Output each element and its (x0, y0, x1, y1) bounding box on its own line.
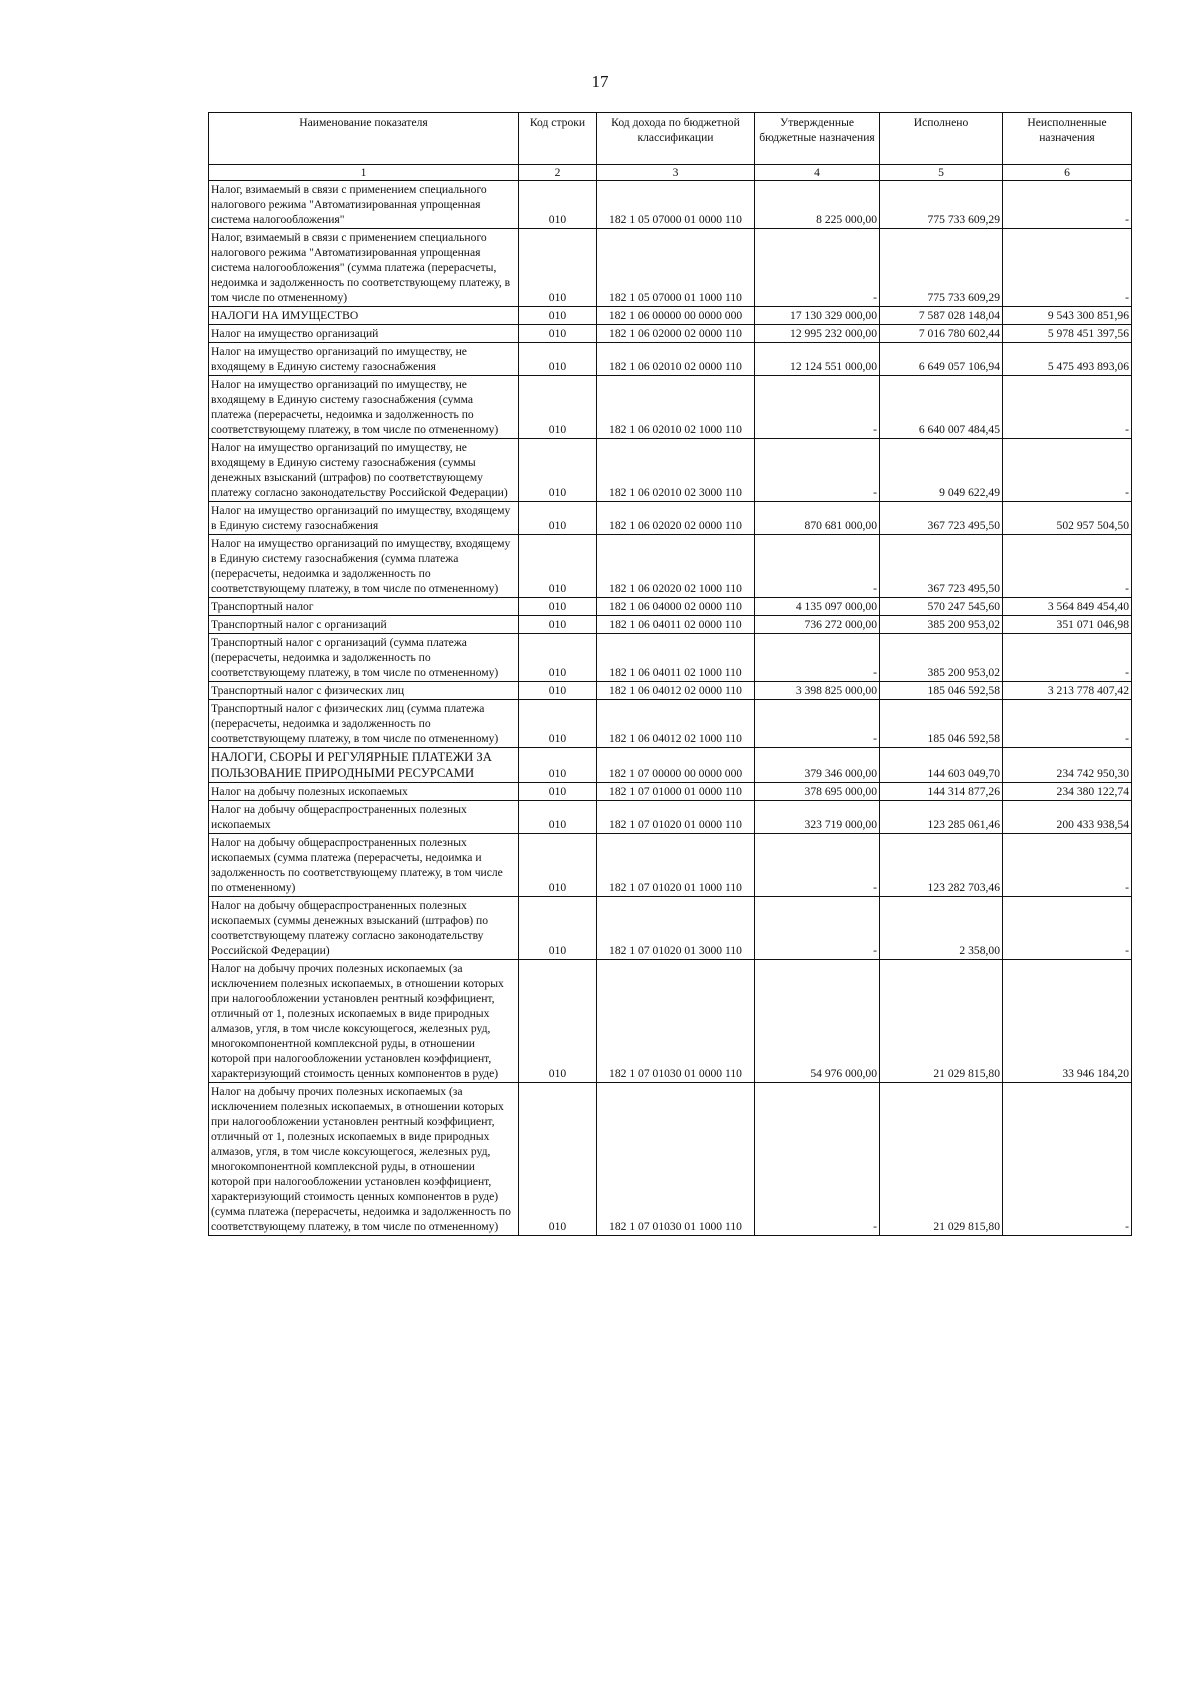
row-line-code: 010 (519, 801, 597, 834)
row-approved: - (755, 634, 880, 682)
table-row (209, 960, 1132, 1083)
row-approved: - (755, 700, 880, 748)
table-row (209, 834, 1132, 897)
row-line-code: 010 (519, 376, 597, 439)
column-number: 5 (880, 165, 1003, 181)
row-unexecuted: 3 213 778 407,42 (1003, 682, 1132, 700)
row-executed: 7 587 028 148,04 (880, 307, 1003, 325)
row-name: Налог, взимаемый в связи с применением специального налогового режима "Автоматизированная упрощенная система налогообложения" (сумма платежа (перерасчеты, недоимка и задолженность по соответствующему платежу, в том числе по отмененному) (209, 229, 519, 307)
row-unexecuted: - (1003, 535, 1132, 598)
row-executed: 2 358,00 (880, 897, 1003, 960)
row-approved: - (755, 376, 880, 439)
row-executed: 21 029 815,80 (880, 1083, 1003, 1236)
table-row (209, 307, 1132, 325)
row-unexecuted: 5 978 451 397,56 (1003, 325, 1132, 343)
row-executed: 6 649 057 106,94 (880, 343, 1003, 376)
row-budget-code: 182 1 07 01020 01 3000 110 (597, 897, 755, 960)
row-unexecuted: - (1003, 834, 1132, 897)
row-unexecuted: 5 475 493 893,06 (1003, 343, 1132, 376)
row-line-code: 010 (519, 700, 597, 748)
row-approved: 3 398 825 000,00 (755, 682, 880, 700)
column-number-row (209, 165, 1132, 181)
header-line-code: Код строки (519, 113, 597, 165)
row-budget-code: 182 1 06 02010 02 0000 110 (597, 343, 755, 376)
column-number: 3 (597, 165, 755, 181)
table-row (209, 748, 1132, 783)
row-name: Налог на добычу общераспространенных полезных ископаемых (суммы денежных взысканий (штрафов) по соответствующему платежу согласно законодательству Российской Федерации) (209, 897, 519, 960)
table-row (209, 598, 1132, 616)
row-approved: 8 225 000,00 (755, 181, 880, 229)
row-budget-code: 182 1 06 02000 02 0000 110 (597, 325, 755, 343)
row-budget-code: 182 1 07 01020 01 1000 110 (597, 834, 755, 897)
row-unexecuted: 234 380 122,74 (1003, 783, 1132, 801)
table-row (209, 783, 1132, 801)
table-row (209, 181, 1132, 229)
row-line-code: 010 (519, 307, 597, 325)
row-line-code: 010 (519, 325, 597, 343)
row-unexecuted: - (1003, 897, 1132, 960)
table-row (209, 801, 1132, 834)
row-approved: - (755, 439, 880, 502)
row-line-code: 010 (519, 748, 597, 783)
row-name: Налог на имущество организаций по имуществу, не входящему в Единую систему газоснабжения (сумма платежа (перерасчеты, недоимка и задолженность по соответствующему платежу, в том числе по отмененному) (209, 376, 519, 439)
row-line-code: 010 (519, 682, 597, 700)
header-approved: Утвержденные бюджетные назначения (755, 113, 880, 165)
row-name: Транспортный налог с физических лиц (сумма платежа (перерасчеты, недоимка и задолженность по соответствующему платежу, в том числе по отмененному) (209, 700, 519, 748)
row-budget-code: 182 1 06 04012 02 1000 110 (597, 700, 755, 748)
row-name: Налог на добычу общераспространенных полезных ископаемых (сумма платежа (перерасчеты, недоимка и задолженность по соответствующему платежу, в том числе по отмененному) (209, 834, 519, 897)
row-approved: - (755, 897, 880, 960)
row-line-code: 010 (519, 181, 597, 229)
row-unexecuted: 200 433 938,54 (1003, 801, 1132, 834)
row-executed: 144 314 877,26 (880, 783, 1003, 801)
row-name: Налог, взимаемый в связи с применением специального налогового режима "Автоматизированная упрощенная система налогообложения" (209, 181, 519, 229)
row-name: Транспортный налог с организаций (209, 616, 519, 634)
column-number: 1 (209, 165, 519, 181)
header-name: Наименование показателя (209, 113, 519, 165)
row-unexecuted: - (1003, 229, 1132, 307)
table-row (209, 325, 1132, 343)
row-name: Налог на добычу общераспространенных полезных ископаемых (209, 801, 519, 834)
row-approved: 736 272 000,00 (755, 616, 880, 634)
row-name: Налог на добычу прочих полезных ископаемых (за исключением полезных ископаемых, в отношении которых при налогообложении установлен рентный коэффициент, отличный от 1, полезных ископаемых в виде природных алмазов, угля, в том числе коксующегося, железных руд, многокомпонентной комплексной руды, в отношении которой при налогообложении установлен коэффициент, характеризующий стоимость ценных компонентов в руде) (209, 960, 519, 1083)
row-executed: 185 046 592,58 (880, 682, 1003, 700)
row-executed: 385 200 953,02 (880, 634, 1003, 682)
table-row (209, 439, 1132, 502)
row-line-code: 010 (519, 634, 597, 682)
row-unexecuted: - (1003, 634, 1132, 682)
row-executed: 21 029 815,80 (880, 960, 1003, 1083)
row-unexecuted: - (1003, 700, 1132, 748)
row-line-code: 010 (519, 783, 597, 801)
row-unexecuted: 3 564 849 454,40 (1003, 598, 1132, 616)
row-budget-code: 182 1 06 04012 02 0000 110 (597, 682, 755, 700)
row-name: Налог на имущество организаций по имуществу, не входящему в Единую систему газоснабжения (суммы денежных взысканий (штрафов) по соответствующему платежу согласно законодательству Российской Федерации) (209, 439, 519, 502)
table-row (209, 229, 1132, 307)
row-line-code: 010 (519, 439, 597, 502)
row-name: Налог на имущество организаций по имуществу, входящему в Единую систему газоснабжения (209, 502, 519, 535)
row-approved: - (755, 1083, 880, 1236)
row-approved: 17 130 329 000,00 (755, 307, 880, 325)
row-approved: 4 135 097 000,00 (755, 598, 880, 616)
row-budget-code: 182 1 06 02020 02 0000 110 (597, 502, 755, 535)
row-line-code: 010 (519, 343, 597, 376)
row-line-code: 010 (519, 616, 597, 634)
row-executed: 6 640 007 484,45 (880, 376, 1003, 439)
row-executed: 367 723 495,50 (880, 502, 1003, 535)
row-approved: - (755, 535, 880, 598)
row-executed: 385 200 953,02 (880, 616, 1003, 634)
table-row (209, 376, 1132, 439)
row-budget-code: 182 1 06 04011 02 1000 110 (597, 634, 755, 682)
row-name: Транспортный налог с физических лиц (209, 682, 519, 700)
row-approved: 12 124 551 000,00 (755, 343, 880, 376)
row-name: Налог на имущество организаций по имуществу, входящему в Единую систему газоснабжения (сумма платежа (перерасчеты, недоимка и задолженность по соответствующему платежу, в том числе по отмененному) (209, 535, 519, 598)
row-executed: 367 723 495,50 (880, 535, 1003, 598)
column-number: 2 (519, 165, 597, 181)
row-unexecuted: - (1003, 181, 1132, 229)
row-budget-code: 182 1 06 02010 02 3000 110 (597, 439, 755, 502)
row-approved: - (755, 229, 880, 307)
table-row (209, 616, 1132, 634)
row-line-code: 010 (519, 502, 597, 535)
row-executed: 123 285 061,46 (880, 801, 1003, 834)
row-executed: 185 046 592,58 (880, 700, 1003, 748)
row-line-code: 010 (519, 229, 597, 307)
row-unexecuted: - (1003, 376, 1132, 439)
row-name: Транспортный налог с организаций (сумма платежа (перерасчеты, недоимка и задолженность по соответствующему платежу, в том числе по отмененному) (209, 634, 519, 682)
table-row (209, 700, 1132, 748)
row-unexecuted: 234 742 950,30 (1003, 748, 1132, 783)
table-row (209, 343, 1132, 376)
row-name: Налог на имущество организаций по имуществу, не входящему в Единую систему газоснабжения (209, 343, 519, 376)
table-row (209, 535, 1132, 598)
row-approved: 54 976 000,00 (755, 960, 880, 1083)
row-budget-code: 182 1 06 02010 02 1000 110 (597, 376, 755, 439)
table-row (209, 634, 1132, 682)
row-name: НАЛОГИ, СБОРЫ И РЕГУЛЯРНЫЕ ПЛАТЕЖИ ЗА ПОЛЬЗОВАНИЕ ПРИРОДНЫМИ РЕСУРСАМИ (209, 748, 519, 783)
row-budget-code: 182 1 07 01020 01 0000 110 (597, 801, 755, 834)
row-budget-code: 182 1 06 04000 02 0000 110 (597, 598, 755, 616)
row-executed: 9 049 622,49 (880, 439, 1003, 502)
budget-execution-table (208, 112, 1132, 1236)
row-unexecuted: 9 543 300 851,96 (1003, 307, 1132, 325)
row-budget-code: 182 1 07 01000 01 0000 110 (597, 783, 755, 801)
row-name: Налог на имущество организаций (209, 325, 519, 343)
row-name: Налог на добычу полезных ископаемых (209, 783, 519, 801)
column-number: 4 (755, 165, 880, 181)
row-budget-code: 182 1 05 07000 01 0000 110 (597, 181, 755, 229)
row-executed: 775 733 609,29 (880, 181, 1003, 229)
row-budget-code: 182 1 06 00000 00 0000 000 (597, 307, 755, 325)
row-executed: 775 733 609,29 (880, 229, 1003, 307)
row-line-code: 010 (519, 535, 597, 598)
header-executed: Исполнено (880, 113, 1003, 165)
row-approved: 323 719 000,00 (755, 801, 880, 834)
row-line-code: 010 (519, 897, 597, 960)
row-budget-code: 182 1 05 07000 01 1000 110 (597, 229, 755, 307)
row-unexecuted: 351 071 046,98 (1003, 616, 1132, 634)
table-row (209, 682, 1132, 700)
row-executed: 570 247 545,60 (880, 598, 1003, 616)
row-executed: 144 603 049,70 (880, 748, 1003, 783)
row-unexecuted: 502 957 504,50 (1003, 502, 1132, 535)
row-unexecuted: 33 946 184,20 (1003, 960, 1132, 1083)
row-name: Транспортный налог (209, 598, 519, 616)
row-approved: 12 995 232 000,00 (755, 325, 880, 343)
row-budget-code: 182 1 06 04011 02 0000 110 (597, 616, 755, 634)
row-approved: - (755, 834, 880, 897)
table-row (209, 1083, 1132, 1236)
row-unexecuted: - (1003, 439, 1132, 502)
row-budget-code: 182 1 07 01030 01 1000 110 (597, 1083, 755, 1236)
row-line-code: 010 (519, 834, 597, 897)
row-name: НАЛОГИ НА ИМУЩЕСТВО (209, 307, 519, 325)
row-executed: 123 282 703,46 (880, 834, 1003, 897)
header-row (209, 113, 1132, 165)
row-line-code: 010 (519, 1083, 597, 1236)
row-name: Налог на добычу прочих полезных ископаемых (за исключением полезных ископаемых, в отношении которых при налогообложении установлен рентный коэффициент, отличный от 1, полезных ископаемых в виде природных алмазов, угля, в том числе коксующегося, железных руд, многокомпонентной комплексной руды, в отношении которой при налогообложении установлен коэффициент, характеризующий стоимость ценных компонентов в руде) (сумма платежа (перерасчеты, недоимка и задолженность по соответствующему платежу, в том числе по отмененному) (209, 1083, 519, 1236)
page-number: 17 (591, 72, 609, 91)
row-budget-code: 182 1 07 00000 00 0000 000 (597, 748, 755, 783)
header-unexecuted: Неисполненные назначения (1003, 113, 1132, 165)
row-approved: 378 695 000,00 (755, 783, 880, 801)
row-budget-code: 182 1 07 01030 01 0000 110 (597, 960, 755, 1083)
row-budget-code: 182 1 06 02020 02 1000 110 (597, 535, 755, 598)
row-unexecuted: - (1003, 1083, 1132, 1236)
table-row (209, 502, 1132, 535)
header-budget-code: Код дохода по бюджетной классификации (597, 113, 755, 165)
table-row (209, 897, 1132, 960)
row-executed: 7 016 780 602,44 (880, 325, 1003, 343)
row-approved: 379 346 000,00 (755, 748, 880, 783)
row-line-code: 010 (519, 960, 597, 1083)
column-number: 6 (1003, 165, 1132, 181)
row-line-code: 010 (519, 598, 597, 616)
row-approved: 870 681 000,00 (755, 502, 880, 535)
